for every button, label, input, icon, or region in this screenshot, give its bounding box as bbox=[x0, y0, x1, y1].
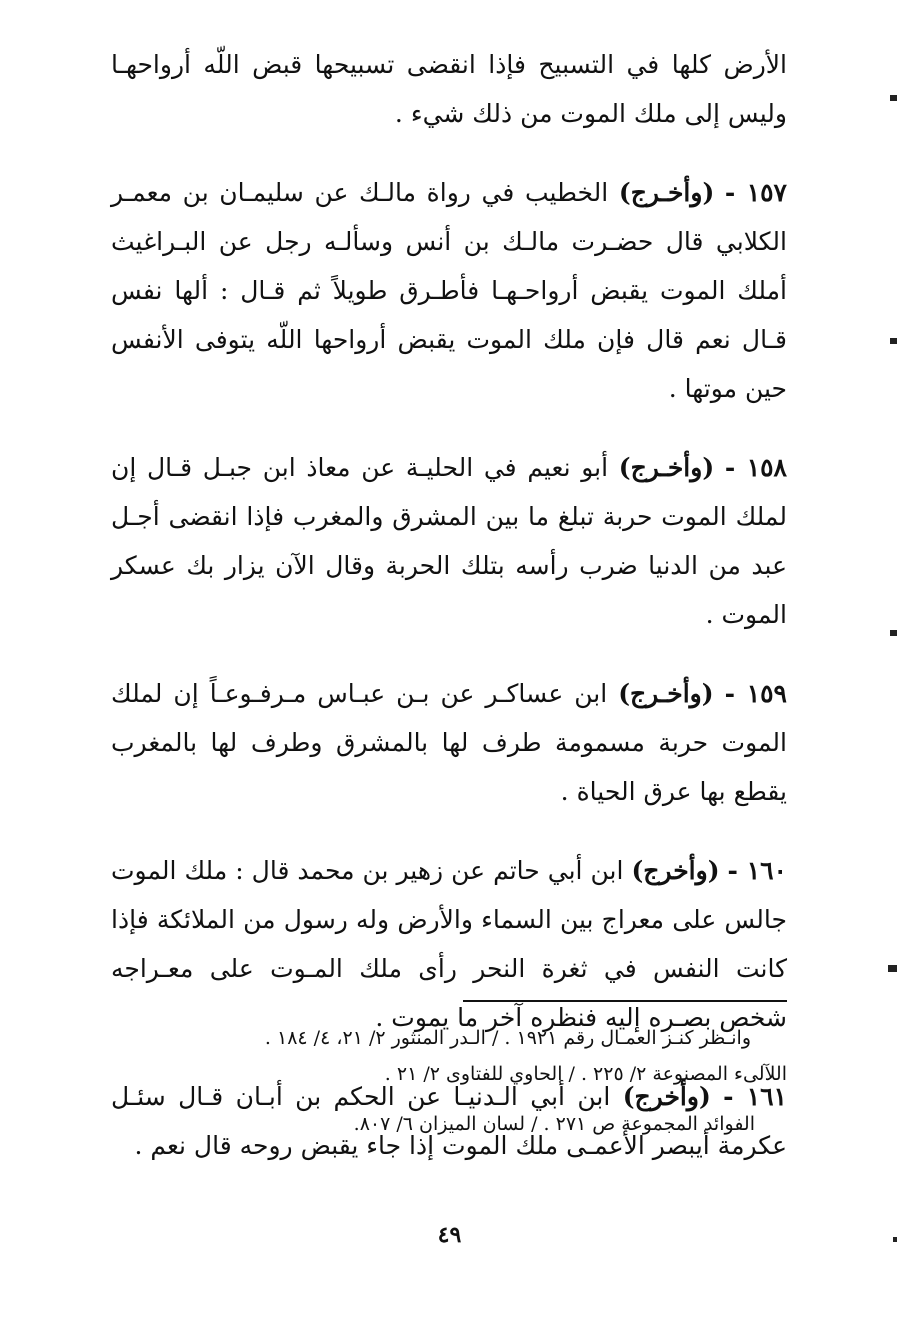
paragraph-text: ابن أبي حاتم عن زهير بن محمد قال : ملك الموت جالس على معراج بين السماء والأرض وله رسول من الملائكة فإذا كانت النفس في ثغرة النحر رأى ملك المـوت على معـراجه شخص بصـره إليه فنظره آخر ما يموت . bbox=[111, 856, 787, 1032]
scan-edge-mark bbox=[888, 965, 897, 972]
paragraph-text: الأرض كلها في التسبيح فإذا انقضى تسبيحها قبض اللّه أرواحهـا وليس إلى ملك الموت من ذلك شيء . bbox=[111, 50, 787, 128]
hadith-number: ١٥٩ - bbox=[724, 679, 787, 708]
paragraph-text: ابن عساكـر عن بـن عبـاس مـرفـوعـاً إن لملك الموت حربة مسمومة طرف لها بالمشرق وطرف لها بالمغرب يقطع بها عرق الحياة . bbox=[111, 679, 787, 806]
footnote-divider bbox=[463, 1000, 787, 1002]
footnote-line: الفوائد المجموعة ص ٢٧١ . / لسان الميزان ٦/ ٨٠٧. bbox=[353, 1113, 755, 1135]
source-phrase: (وأخـرج) bbox=[618, 453, 715, 482]
hadith-number: ١٥٨ - bbox=[724, 453, 787, 482]
footnote-line: وانـظر كنـز العمـال رقم ١٩٢١ . / الـدر المنثور ٢/ ٢١، ٤/ ١٨٤ . bbox=[264, 1027, 751, 1049]
hadith-number: ١٦١ - bbox=[723, 1082, 787, 1111]
scan-edge-mark bbox=[893, 1237, 897, 1242]
source-phrase: (وأخرج) bbox=[631, 856, 720, 885]
paragraph-159 bbox=[111, 669, 787, 816]
hadith-number: ١٦٠ - bbox=[727, 856, 787, 885]
footnotes bbox=[111, 1000, 787, 1142]
paragraph-text: الخطيب في رواة مالـك عن سليمـان بن معمـر الكلابي قال حضـرت مالـك بن أنس وسألـه رجل عن البـراغيث أملك الموت يقبض أرواحـهـا فأطـرق طويلاً ثم قـال : ألها نفس قـال نعم قال فإن ملك الموت يقبض أرواحها اللّه يتوفى الأنفس حين موتها . bbox=[111, 178, 787, 403]
paragraph-continuation bbox=[111, 40, 787, 138]
source-phrase: (وأخـرج) bbox=[618, 679, 714, 708]
source-phrase: (وأخرج) bbox=[622, 1082, 711, 1111]
scan-edge-mark bbox=[890, 338, 897, 344]
paragraph-157 bbox=[111, 168, 787, 413]
scan-edge-mark bbox=[890, 630, 897, 636]
hadith-number: ١٥٧ - bbox=[724, 178, 787, 207]
paragraph-text: ابن أبي الـدنيـا عن الحكم بن أبـان قـال سئـل عكرمة أيبصر الأعمـى ملك الموت إذا جاء يقبض روحه قال نعم . bbox=[111, 1082, 787, 1160]
footnote-line: اللآلىء المصنوعة ٢/ ٢٢٥ . / الحاوي للفتاوى ٢/ ٢١ . bbox=[384, 1063, 787, 1085]
page-number: ٤٩ bbox=[437, 1222, 462, 1248]
paragraph-text: أبو نعيم في الحليـة عن معاذ ابن جبـل قـال إن لملك الموت حربة تبلغ ما بين المشرق والمغرب فإذا انقضى أجـل عبد من الدنيا ضرب رأسه بتلك الحربة وقال الآن يزار بك عسكر الموت . bbox=[111, 453, 787, 629]
scan-edge-mark bbox=[890, 95, 897, 101]
source-phrase: (وأخـرج) bbox=[618, 178, 715, 207]
paragraph-158 bbox=[111, 443, 787, 639]
